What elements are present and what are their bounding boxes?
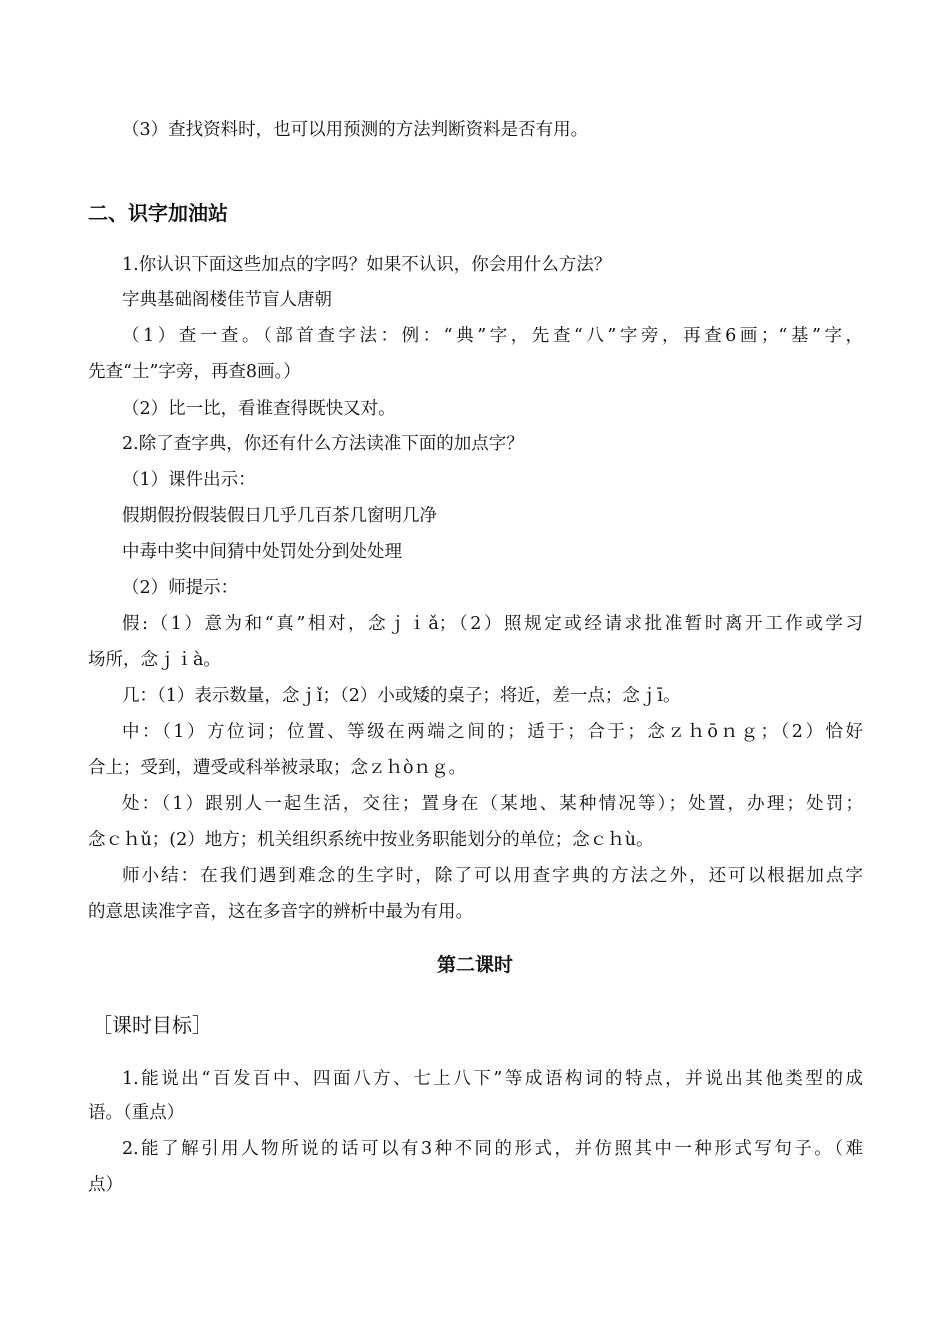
lesson-title: 第二课时 <box>436 954 513 976</box>
paragraph-line: 师小结：在我们遇到难念的生字时，除了可以用查字典的方法之外，还可以根据加点字 <box>122 866 863 886</box>
paragraph-line: 先查“土”字旁，再查8画。） <box>88 362 301 382</box>
paragraph-line: 中：（1）方位词；位置、等级在两端之间的；适于；合于；念ｚｈōｎｇ；（2）恰好 <box>122 722 863 742</box>
paragraph-line: 2.能了解引用人物所说的话可以有3种不同的形式，并仿照其中一种形式写句子。（难 <box>122 1139 863 1159</box>
paragraph-line: 合上；受到，遭受或科举被录取；念ｚｈòｎｇ。 <box>88 758 467 778</box>
paragraph-line: （2）比一比，看谁查得既快又对。 <box>122 399 396 419</box>
paragraph-line: 2.除了查字典，你还有什么方法读准下面的加点字？ <box>122 434 524 454</box>
paragraph-line: 场所，念ｊｉà。 <box>88 650 221 670</box>
character-list: 字典基础阁楼佳节盲人唐朝 <box>122 290 332 310</box>
paragraph-line: （1）查一查。（部首查字法：例：“典”字，先查“八”字旁，再查6画；“基”字， <box>122 326 863 346</box>
paragraph-line: 语。（重点） <box>88 1103 185 1123</box>
paragraph-line: 念ｃｈǔ；(2）地方；机关组织系统中按业务职能划分的单位；念ｃｈù。 <box>88 830 654 850</box>
paragraph-line: 几：（1）表示数量，念ｊǐ；（2）小或矮的桌子；将近，差一点；念ｊī。 <box>122 686 681 706</box>
subsection-heading: ［课时目标］ <box>92 1013 212 1037</box>
section-heading: 二、识字加油站 <box>88 201 228 225</box>
paragraph-line: 假:（1）意为和“真”相对，念ｊｉǎ；（2）照规定或经请求批准暂时离开工作或学习 <box>122 614 863 634</box>
paragraph-line: （2）师提示： <box>122 578 239 598</box>
paragraph-line: （3）查找资料时，也可以用预测的方法判断资料是否有用。 <box>122 120 589 140</box>
paragraph-line: 1.你认识下面这些加点的字吗？如果不认识，你会用什么方法？ <box>122 255 612 275</box>
paragraph-line: 点） <box>88 1175 123 1195</box>
character-list: 假期假扮假装假日几乎几百茶几窗明几净 <box>122 506 437 526</box>
paragraph-line: 处：（1）跟别人一起生活，交往；置身在（某地、某种情况等）；处置，办理；处罚； <box>122 794 863 814</box>
paragraph-line: 1.能说出“百发百中、四面八方、七上八下”等成语构词的特点，并说出其他类型的成 <box>122 1069 863 1089</box>
character-list: 中毒中奖中间猜中处罚处分到处处理 <box>122 542 402 562</box>
paragraph-line: 的意思读准字音，这在多音字的辨析中最为有用。 <box>88 902 473 922</box>
paragraph-line: （1）课件出示： <box>122 470 256 490</box>
